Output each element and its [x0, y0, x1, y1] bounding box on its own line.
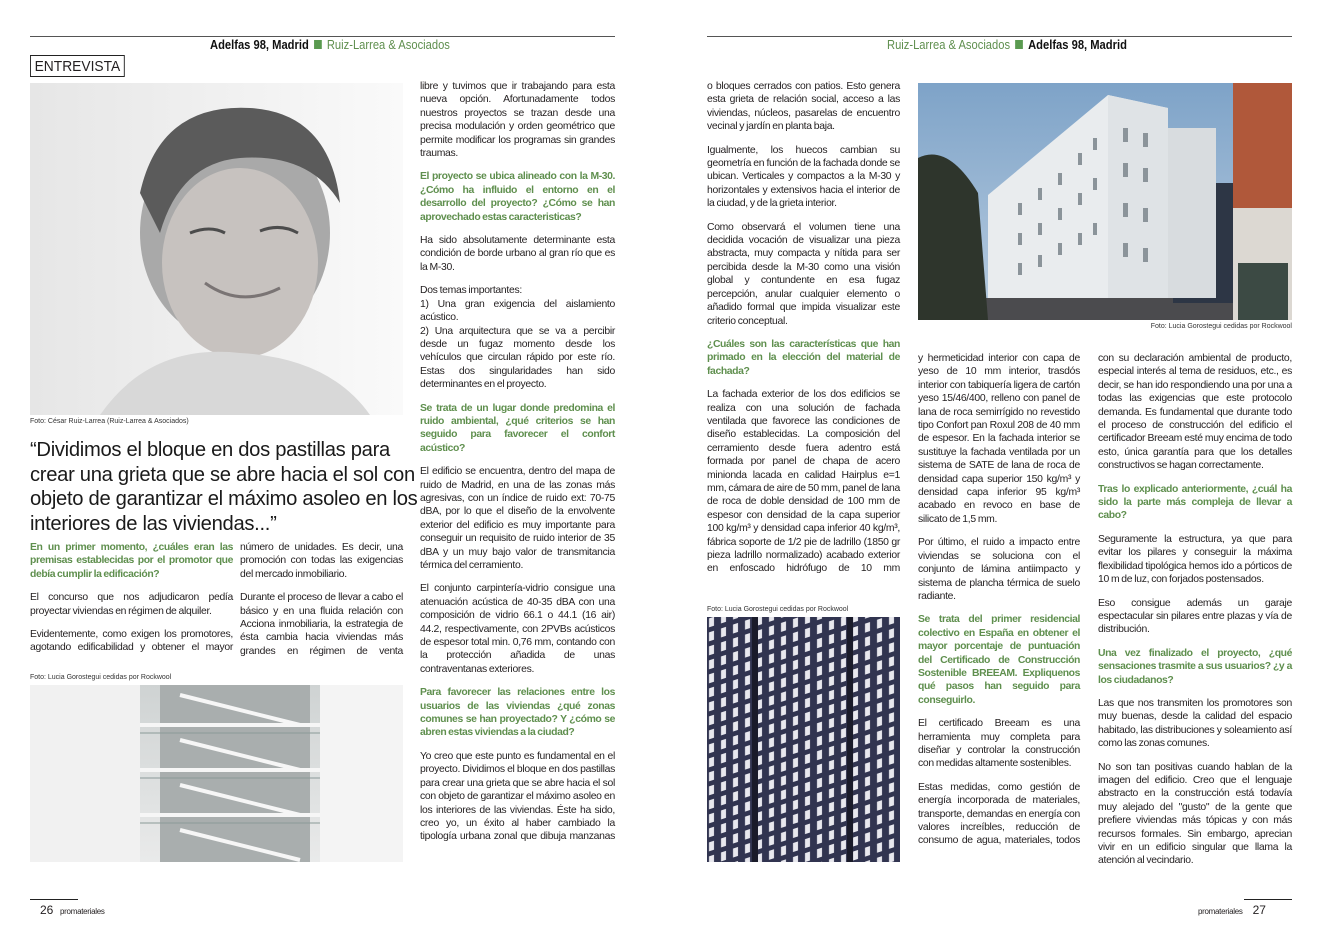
brand-name: materiales — [1208, 907, 1243, 916]
portrait-photo — [30, 83, 403, 415]
interview-question: ¿Cuáles son las características que han primado en la elección del material de fachada? — [707, 338, 900, 377]
right-column-1 — [707, 80, 900, 576]
header-project: Adelfas 98, Madrid — [210, 37, 309, 52]
running-header-left — [210, 37, 450, 52]
footer-right — [1198, 903, 1266, 917]
interview-answer: Estas medidas, como gestión de energía incorporada de materiales, transporte, demandas en energía con valores increíbles, reducción de consumo de agua, materiales, todos — [918, 781, 1080, 847]
footer-left — [40, 903, 105, 917]
brand-prefix: pro — [60, 907, 71, 916]
pull-quote: “Dividimos el bloque en dos pastillas para crear una grieta que se abre hacia el sol con objeto de garantizar el máximo asoleo en los interiores de las viviendas...” — [30, 439, 418, 535]
stairwell-photo — [30, 685, 403, 862]
right-column-2 — [918, 352, 1080, 848]
interview-answer: número de unidades. Es decir, una promoción con todas las exigencias del mercado inmobiliario. — [240, 542, 403, 580]
interview-question: El proyecto se ubica alineado con la M-30. ¿Cómo ha influido el entorno en el desarrollo del proyecto? ¿Cómo se han aprovechado estas caracteristicas? — [420, 171, 615, 223]
interview-question: En un primer momento, ¿cuáles eran las premisas establecidas por el promotor que debía cumplir la edificación? — [30, 542, 233, 580]
page-number: 26 — [40, 903, 54, 917]
brand-logo — [1198, 907, 1243, 916]
portrait-caption: Foto: César Ruiz-Larrea (Ruiz-Larrea & Asociados) — [30, 418, 189, 425]
footer-rule-right — [1244, 899, 1292, 900]
interview-answer: o bloques cerrados con patios. Esto genera esta grieta de relación social, acceso a las viviendas, núcleos, pasarelas de encuentro vecinal y jardín en planta baja. — [707, 81, 900, 133]
interview-answer: El certificado Breeam es una herramienta muy completa para diseñar y controlar la construcción con medidas altamente sostenibles. — [918, 718, 1080, 770]
running-header-right — [887, 37, 1127, 52]
header-project: Adelfas 98, Madrid — [1028, 37, 1127, 52]
interview-question: Se trata del primer residencial colectivo en España en obtener el mayor porcentaje de puntuación del Certificado de Construcción Sostenible BREEAM. Expliquenos qué pasos han seguido para conseguirlo. — [918, 614, 1080, 706]
interview-answer: 1) Una gran exigencia del aislamiento acústico. — [420, 298, 615, 324]
interview-question: Tras lo explicado anteriormente, ¿cuál ha sido la parte más compleja de llevar a cabo? — [1098, 483, 1292, 522]
left-column-3 — [420, 80, 615, 844]
left-column-1 — [30, 541, 233, 655]
interview-answer: Ha sido absolutamente determinante esta condición de borde urbano al gran río que es la M-30. — [420, 235, 615, 273]
header-studio: Ruiz-Larrea & Asociados — [887, 37, 1011, 52]
interview-answer: Igualmente, los huecos cambian su geometría en función de la fachada donde se ubican. Verticales y compactos a la M-30 y horizontales y extensivos hacia el interior de la ciudad, y de la grieta interior. — [707, 144, 900, 210]
page-number: 27 — [1252, 903, 1266, 917]
interview-answer: El conjunto carpintería-vidrio consigue una atenuación acústica de 40-35 dBA con una composición de vidrio 66.1 o 44.1 (16 air) 44.2, respectivamente, con 2PVBs acústicos de espesor total min. 0,76 mm, contando con la protección añadida de unas contraventanas exteriores. — [420, 583, 615, 675]
facade-caption: Foto: Lucia Gorostegui cedidas por Rockwool — [707, 606, 849, 613]
interview-answer: con su declaración ambiental de producto, especial interés al tema de residuos, etc., es decir, se han ido respondiendo una por una a todas las exigencias que este protocolo demanda. Es fundamental que durante todo el proceso de construcción del edificio el certificador Breeam esté muy encima de todo esto, única garantía para que los detalles constructivos se hagan correctamente. — [1098, 353, 1292, 472]
interview-answer: Evidentemente, como exigen los promotores, agotando edificabilidad y obtener el mayor — [30, 629, 233, 654]
interview-answer: Durante el proceso de llevar a cabo el básico y en una fluida relación con Acciona inmobiliaria, la estrategia de ésta cambia hacia viviendas más grandes en régimen de venta — [240, 592, 403, 657]
facade-photo — [707, 617, 900, 862]
interview-question: Para favorecer las relaciones entre los usuarios de las viviendas ¿qué zonas comunes se han proyectado? Y ¿cómo se abren estas viviendas a la ciudad? — [420, 687, 615, 739]
brand-name: materiales — [70, 907, 105, 916]
section-tag: ENTREVISTA — [30, 55, 125, 77]
green-square-icon — [1015, 40, 1023, 49]
building-caption: Foto: Lucia Gorostegui cedidas por Rockwool — [1150, 323, 1292, 330]
green-square-icon — [314, 40, 322, 49]
footer-rule-left — [30, 899, 78, 900]
left-column-2 — [240, 541, 403, 658]
interview-answer: Dos temas importantes: — [420, 285, 522, 297]
interview-answer: libre y tuvimos que ir trabajando para esta nueva opción. Afortunadamente todos nuestros proyectos se trazan desde una precisa modulación y orden geométrico que permite modificar los programas sin grandes traumas. — [420, 81, 615, 160]
stair-caption: Foto: Lucia Gorostegui cedidas por Rockwool — [30, 674, 172, 681]
interview-answer: Como observará el volumen tiene una decidida vocación de visualizar una pieza abstracta, muy compacta y nítida para ser percibida desde la M-30 como una visión global y contundente en esa fugaz percepción, anular cualquier elemento o añadido formal que impida visualizar este criterio conceptual. — [707, 221, 900, 327]
interview-answer: Seguramente la estructura, ya que para evitar los pilares y conseguir la máxima flexibilidad tipológica hemos ido a pórticos de 10 m de luz, con forjados postensados. — [1098, 533, 1292, 586]
interview-question: Una vez finalizado el proyecto, ¿qué sensaciones trasmite a sus usuarios? ¿y a los ciudadanos? — [1098, 647, 1292, 686]
brand-logo — [60, 907, 105, 916]
brand-prefix: pro — [1198, 907, 1209, 916]
interview-answer: El edificio se encuentra, dentro del mapa de ruido de Madrid, en una de las zonas más agresivas, con un índice de ruido ext: 70-75 dBA, por lo que el diseño de la envolvente exterior del edificio es muy importante para conseguir un requisito de ruido interior de 35 dBA y un muy bajo valor de transmitancia térmica del cerramiento. — [420, 466, 615, 571]
interview-answer: 2) Una arquitectura que se va a percibir desde un fugaz momento desde los vehículos que circulan rápido por este río. Estas dos singularidades han sido determinantes en el proyecto. — [420, 325, 615, 391]
header-studio: Ruiz-Larrea & Asociados — [326, 37, 450, 52]
building-photo — [918, 83, 1292, 320]
interview-answer: Yo creo que este punto es fundamental en el proyecto. Dividimos el bloque en dos pastillas para crear una grieta que se abre hacia el sol con objeto de garantizar el máximo asoleo en los interiores de las viviendas. Éste ha sido, creo yo, un éxito al haber cambiado la tipología urbana zonal que dibuja manzanas — [420, 750, 615, 843]
interview-answer: y hermeticidad interior con capa de yeso de 10 mm interior, trasdós interior con tabiquería ligera de cartón yeso 15/46/400, relleno con panel de lana de roca semirrígido no revestido tipo Confort pan Roxul 208 de 40 mm de espesor. En la fachada interior se sustituye la fachada ventilada por un sistema de SATE de lana de roca de densidad capa superior 150 kg/m³ y densidad capa inferior 95 kg/m³ acabado en revoco en base de silicato de 1,5 mm. — [918, 353, 1080, 525]
interview-answer: No son tan positivas cuando hablan de la imagen del edificio. Creo que el lenguaje abstracto en la construcción está todavía muy alejado del "gusto" de la gente que prefiere viviendas más tópicas y con más recursos formales. Sin embargo, aprecian vivir en un edificio singular que llama la atención al vecindario. — [1098, 761, 1292, 867]
right-column-3 — [1098, 352, 1292, 878]
interview-answer: El concurso que nos adjudicaron pedía proyectar viviendas en régimen de alquiler. — [30, 592, 233, 617]
interview-question: Se trata de un lugar donde predomina el ruido ambiental, ¿qué criterios se han seguido para favorecer el confort acústico? — [420, 402, 615, 454]
interview-answer: La fachada exterior de los dos edificios se realiza con una solución de fachada ventilada que favorece las condiciones de diseño establecidas. La composición del cerramiento desde fuera adentro está formada por panel de chapa de acero minionda lacada en calidad Hairplus e=1 mm, cámara de aire de 50 mm, panel de lana de roca de doble densidad de 100 mm de espesor con densidad de la capa superior 100 kg/m³ y densidad capa inferior 40 kg/m³, fábrica soporte de 1/2 pie de ladrillo (1850 gr pieza ladrillo normalizado) acabado exterior en enfoscado hidrófugo de 10 mm — [707, 389, 900, 575]
interview-answer: Por último, el ruido a impacto entre viviendas se soluciona con el conjunto de lámina antiimpacto y sistema de plancha térmica de suelo radiante. — [918, 537, 1080, 602]
interview-answer: Las que nos transmiten los promotores son muy buenas, desde la calidad del espacio habitado, las distribuciones y soleamiento así como las zonas comunes. — [1098, 697, 1292, 750]
interview-answer: Eso consigue además un garaje espectacular sin pilares entre plazas y vía de distribución. — [1098, 597, 1292, 636]
